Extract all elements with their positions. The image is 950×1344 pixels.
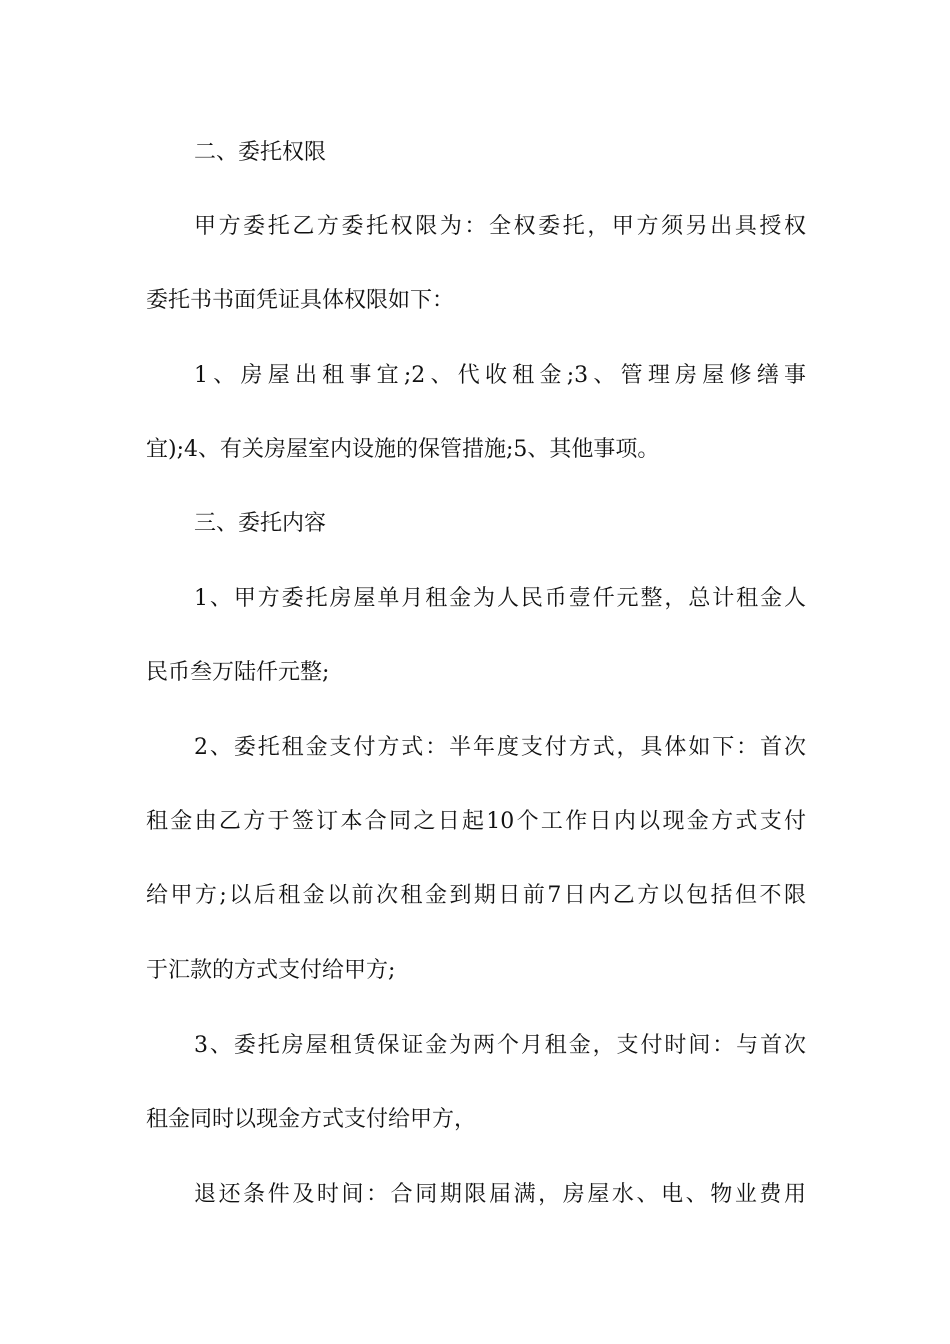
paragraph-line: 给甲方;以后租金以前次租金到期日前7日内乙方以包括但不限	[146, 883, 806, 908]
paragraph-line: 民币叁万陆仟元整;	[146, 660, 330, 685]
paragraph-line: 退还条件及时间：合同期限届满，房屋水、电、物业费用	[194, 1182, 806, 1207]
paragraph-line: 2、委托租金支付方式：半年度支付方式，具体如下：首次	[194, 735, 806, 760]
paragraph-line: 租金同时以现金方式支付给甲方，	[146, 1107, 477, 1132]
paragraph-line: 甲方委托乙方委托权限为：全权委托，甲方须另出具授权	[194, 214, 806, 239]
section-heading-content: 三、委托内容	[194, 511, 327, 536]
paragraph-line: 1、房屋出租事宜;2、代收租金;3、管理房屋修缮事	[194, 363, 806, 388]
paragraph-line: 宜);4、有关房屋室内设施的保管措施;5、其他事项。	[146, 437, 660, 462]
paragraph-line: 于汇款的方式支付给甲方;	[146, 958, 396, 983]
paragraph-line: 1、甲方委托房屋单月租金为人民币壹仟元整，总计租金人	[194, 586, 806, 611]
paragraph-line: 3、委托房屋租赁保证金为两个月租金，支付时间：与首次	[194, 1033, 806, 1058]
section-heading-authority: 二、委托权限	[194, 140, 327, 165]
paragraph-line: 租金由乙方于签订本合同之日起10个工作日内以现金方式支付	[146, 809, 806, 834]
paragraph-line: 委托书书面凭证具体权限如下：	[146, 288, 455, 313]
